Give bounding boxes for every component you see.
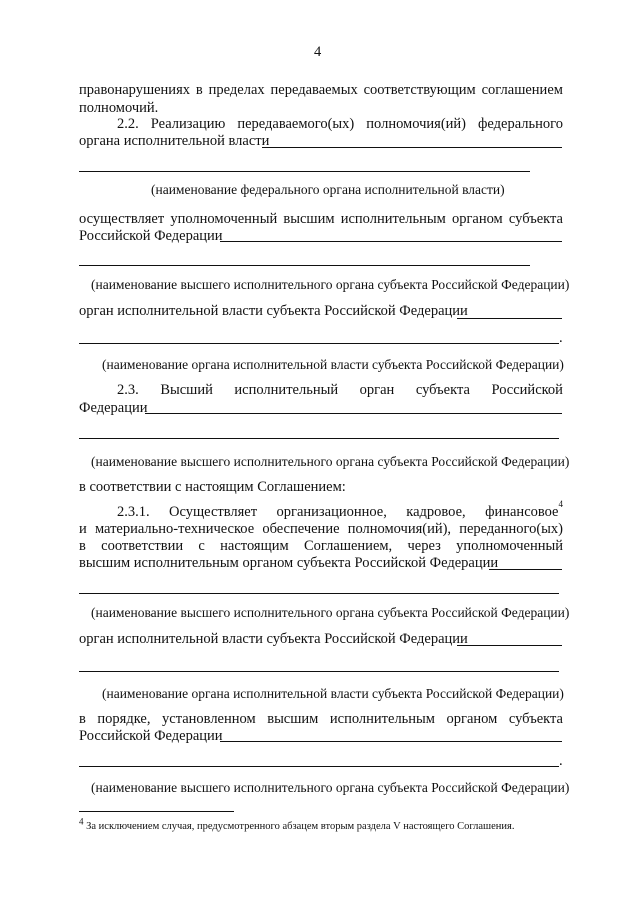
fill-in-line <box>79 438 559 439</box>
word: 2.2. <box>117 116 139 132</box>
word: кадровое, <box>406 504 466 520</box>
word: 2.3. <box>117 382 139 398</box>
page-number: 4 <box>314 44 322 60</box>
section-2-3-1-heading <box>117 499 563 521</box>
caption: (наименование высшего исполнительного органа субъекта Российской Федерации) <box>91 454 570 469</box>
fill-in-line <box>79 265 530 266</box>
fill-in-line <box>457 645 562 646</box>
word: правонарушениях <box>79 82 190 98</box>
word: осуществляет <box>79 211 165 227</box>
paragraph-line: в соответствии с настоящим Соглашением: <box>79 479 346 495</box>
footnote <box>79 818 515 835</box>
caption: (наименование высшего исполнительного органа субъекта Российской Федерации) <box>91 277 570 292</box>
word: полномочия(ий), <box>347 521 452 537</box>
paragraph-line: Российской Федерации <box>79 228 223 244</box>
word: уполномоченный <box>170 211 278 227</box>
word: передаваемых <box>270 82 358 98</box>
word: исполнительным <box>340 211 446 227</box>
paragraph-line: орган исполнительной власти субъекта Российской Федерации <box>79 631 468 647</box>
word: в <box>79 538 86 554</box>
section-2-2-heading <box>117 116 563 133</box>
word: в <box>79 711 86 727</box>
footnote-reference: 4 <box>558 499 563 509</box>
section-2-3-heading <box>117 382 563 399</box>
word: федерального <box>478 116 563 132</box>
word: субъекта <box>508 711 563 727</box>
word: финансовое <box>485 504 559 520</box>
word: уполномоченный <box>456 538 563 554</box>
word: Российской <box>491 382 563 398</box>
fill-in-line <box>79 593 559 594</box>
fill-in-line <box>79 671 559 672</box>
caption: (наименование органа исполнительной власти субъекта Российской Федерации) <box>102 357 564 372</box>
fill-in-line <box>262 147 562 148</box>
paragraph-line <box>79 211 563 228</box>
word: исполнительным <box>329 711 435 727</box>
fill-in-line <box>79 343 559 344</box>
word: высшим <box>267 711 319 727</box>
paragraph-line: орган исполнительной власти субъекта Российской Федерации <box>79 303 468 319</box>
word: порядке, <box>97 711 151 727</box>
paragraph-line <box>79 538 563 555</box>
footnote-separator <box>79 811 234 812</box>
word: соответствии <box>101 538 184 554</box>
paragraph-line <box>79 82 563 99</box>
footnote-mark: 4 <box>79 816 84 827</box>
fill-in-line <box>145 413 562 414</box>
word: соответствующим <box>363 82 476 98</box>
word: через <box>407 538 441 554</box>
word: материально-техническое <box>94 521 255 537</box>
word: Высший <box>160 382 213 398</box>
period: . <box>559 753 563 769</box>
paragraph-line: Российской Федерации <box>79 728 223 744</box>
caption: (наименование высшего исполнительного органа субъекта Российской Федерации) <box>91 605 570 620</box>
word: орган <box>359 382 395 398</box>
paragraph-line: полномочий. <box>79 100 159 116</box>
word: обеспечение <box>262 521 340 537</box>
word: пределах <box>208 82 265 98</box>
word: высшим <box>283 211 335 227</box>
fill-in-line <box>457 318 562 319</box>
word: полномочия(ий) <box>366 116 467 132</box>
fill-in-line <box>489 569 562 570</box>
paragraph-line <box>79 521 563 538</box>
fill-in-line <box>79 766 559 767</box>
fill-in-line <box>79 171 530 172</box>
paragraph-line: органа исполнительной власти <box>79 133 270 149</box>
paragraph-line <box>79 711 563 728</box>
caption: (наименование высшего исполнительного органа субъекта Российской Федерации) <box>91 780 570 795</box>
caption: (наименование федерального органа исполнительной власти) <box>151 182 505 197</box>
word: настоящим <box>220 538 289 554</box>
word: субъекта <box>508 211 563 227</box>
word: в <box>195 82 203 98</box>
period: . <box>559 330 563 346</box>
fill-in-line <box>220 241 562 242</box>
word: Реализацию <box>150 116 226 132</box>
word: с <box>198 538 205 554</box>
word: исполнительный <box>234 382 339 398</box>
word: организационное, <box>276 504 387 520</box>
word: и <box>79 521 87 537</box>
word: переданного(ых) <box>459 521 563 537</box>
word: Осуществляет <box>169 504 258 520</box>
word: установленном <box>162 711 256 727</box>
paragraph-line: высшим исполнительным органом субъекта Российской Федерации <box>79 555 499 571</box>
word: 2.3.1. <box>117 504 150 520</box>
caption: (наименование органа исполнительной власти субъекта Российской Федерации) <box>102 686 564 701</box>
word: передаваемого(ых) <box>237 116 355 132</box>
word: субъекта <box>415 382 470 398</box>
footnote-text: За исключением случая, предусмотренного абзацем вторым раздела V настоящего Соглашения. <box>83 821 515 832</box>
word: соглашением <box>481 82 563 98</box>
word: органом <box>446 711 498 727</box>
paragraph-line: Федерации <box>79 400 148 416</box>
word: Соглашением, <box>304 538 393 554</box>
fill-in-line <box>220 741 562 742</box>
word: органом <box>451 211 503 227</box>
